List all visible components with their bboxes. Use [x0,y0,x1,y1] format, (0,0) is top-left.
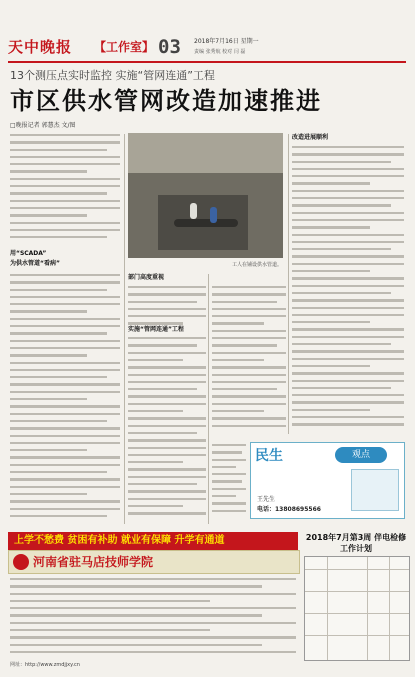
article-body-col1-top [10,134,120,244]
table-col-line [389,557,390,660]
masthead-rule [8,61,406,63]
school-ad-body [10,578,296,658]
table-col-line [327,557,328,660]
page-number: 03 [158,36,181,58]
exam-plan-title: 2018年7月第3周 伴电检修工作计划 [305,533,407,553]
masthead [8,36,408,60]
article-byline: □晚报记者 郭慧杰 文/图 [10,122,76,129]
subhead-connection: 实施“管网连通”工程 [128,326,248,334]
newspaper-logo: 天中晚报 [8,38,73,56]
column-divider-1 [124,134,125,524]
article-body-col4 [292,146,404,436]
column-divider-3 [288,134,289,434]
table-row-line [305,591,409,592]
ad-badge: 观点 [335,447,387,463]
subhead-progress: 改造进展顺利 [292,134,329,141]
article-body-col3 [212,286,286,436]
article-headline: 市区供水管网改造加速推进 [10,86,322,115]
school-ad-band [8,532,298,550]
minsheng-ad [250,442,405,519]
subhead-diagnose: 为供水管道“看病” [10,260,60,267]
issue-date: 2018年7月16日 星期一 [194,38,259,45]
exam-plan-table [304,556,410,661]
school-ad-title [8,550,300,574]
subhead-scada: 用“SCADA” [10,250,47,257]
ad-house-illustration [351,469,399,511]
column-divider-2 [208,274,209,524]
photo-worker [210,207,217,223]
photo-caption: 工人在铺设供水管道。 [231,262,282,268]
subhead-attention: 部门高度重视 [128,274,165,281]
table-row-line [305,635,409,636]
school-website: 网址：http://www.zmdjjxy.cn [10,662,80,668]
photo-backdrop [128,133,283,173]
table-col-line [367,557,368,660]
ad-contact-name: 王先生 [257,496,276,503]
article-body-col3b [212,444,246,524]
article-photo [128,133,283,258]
table-row-line [305,613,409,614]
ad-phone: 电话：13808695566 [257,506,321,513]
ad-title: 民生 [255,448,283,464]
school-ad-slogan: 上学不愁费 贫困有补助 就业有保障 升学有通道 [14,535,225,546]
section-label: 【工作室】 [94,40,155,54]
editor-line: 责编 张秀航 校对 闫 磊 [194,49,246,55]
school-emblem-icon [13,554,29,570]
photo-worker [190,203,197,219]
table-row-line [305,569,409,570]
article-kicker: 13个测压点实时监控 实施“管网连通”工程 [10,69,215,82]
article-body-col2 [128,286,206,526]
school-name: 河南省驻马店技师学院 [33,555,154,569]
article-body-col1-bottom [10,274,120,524]
photo-pipe [174,219,238,227]
